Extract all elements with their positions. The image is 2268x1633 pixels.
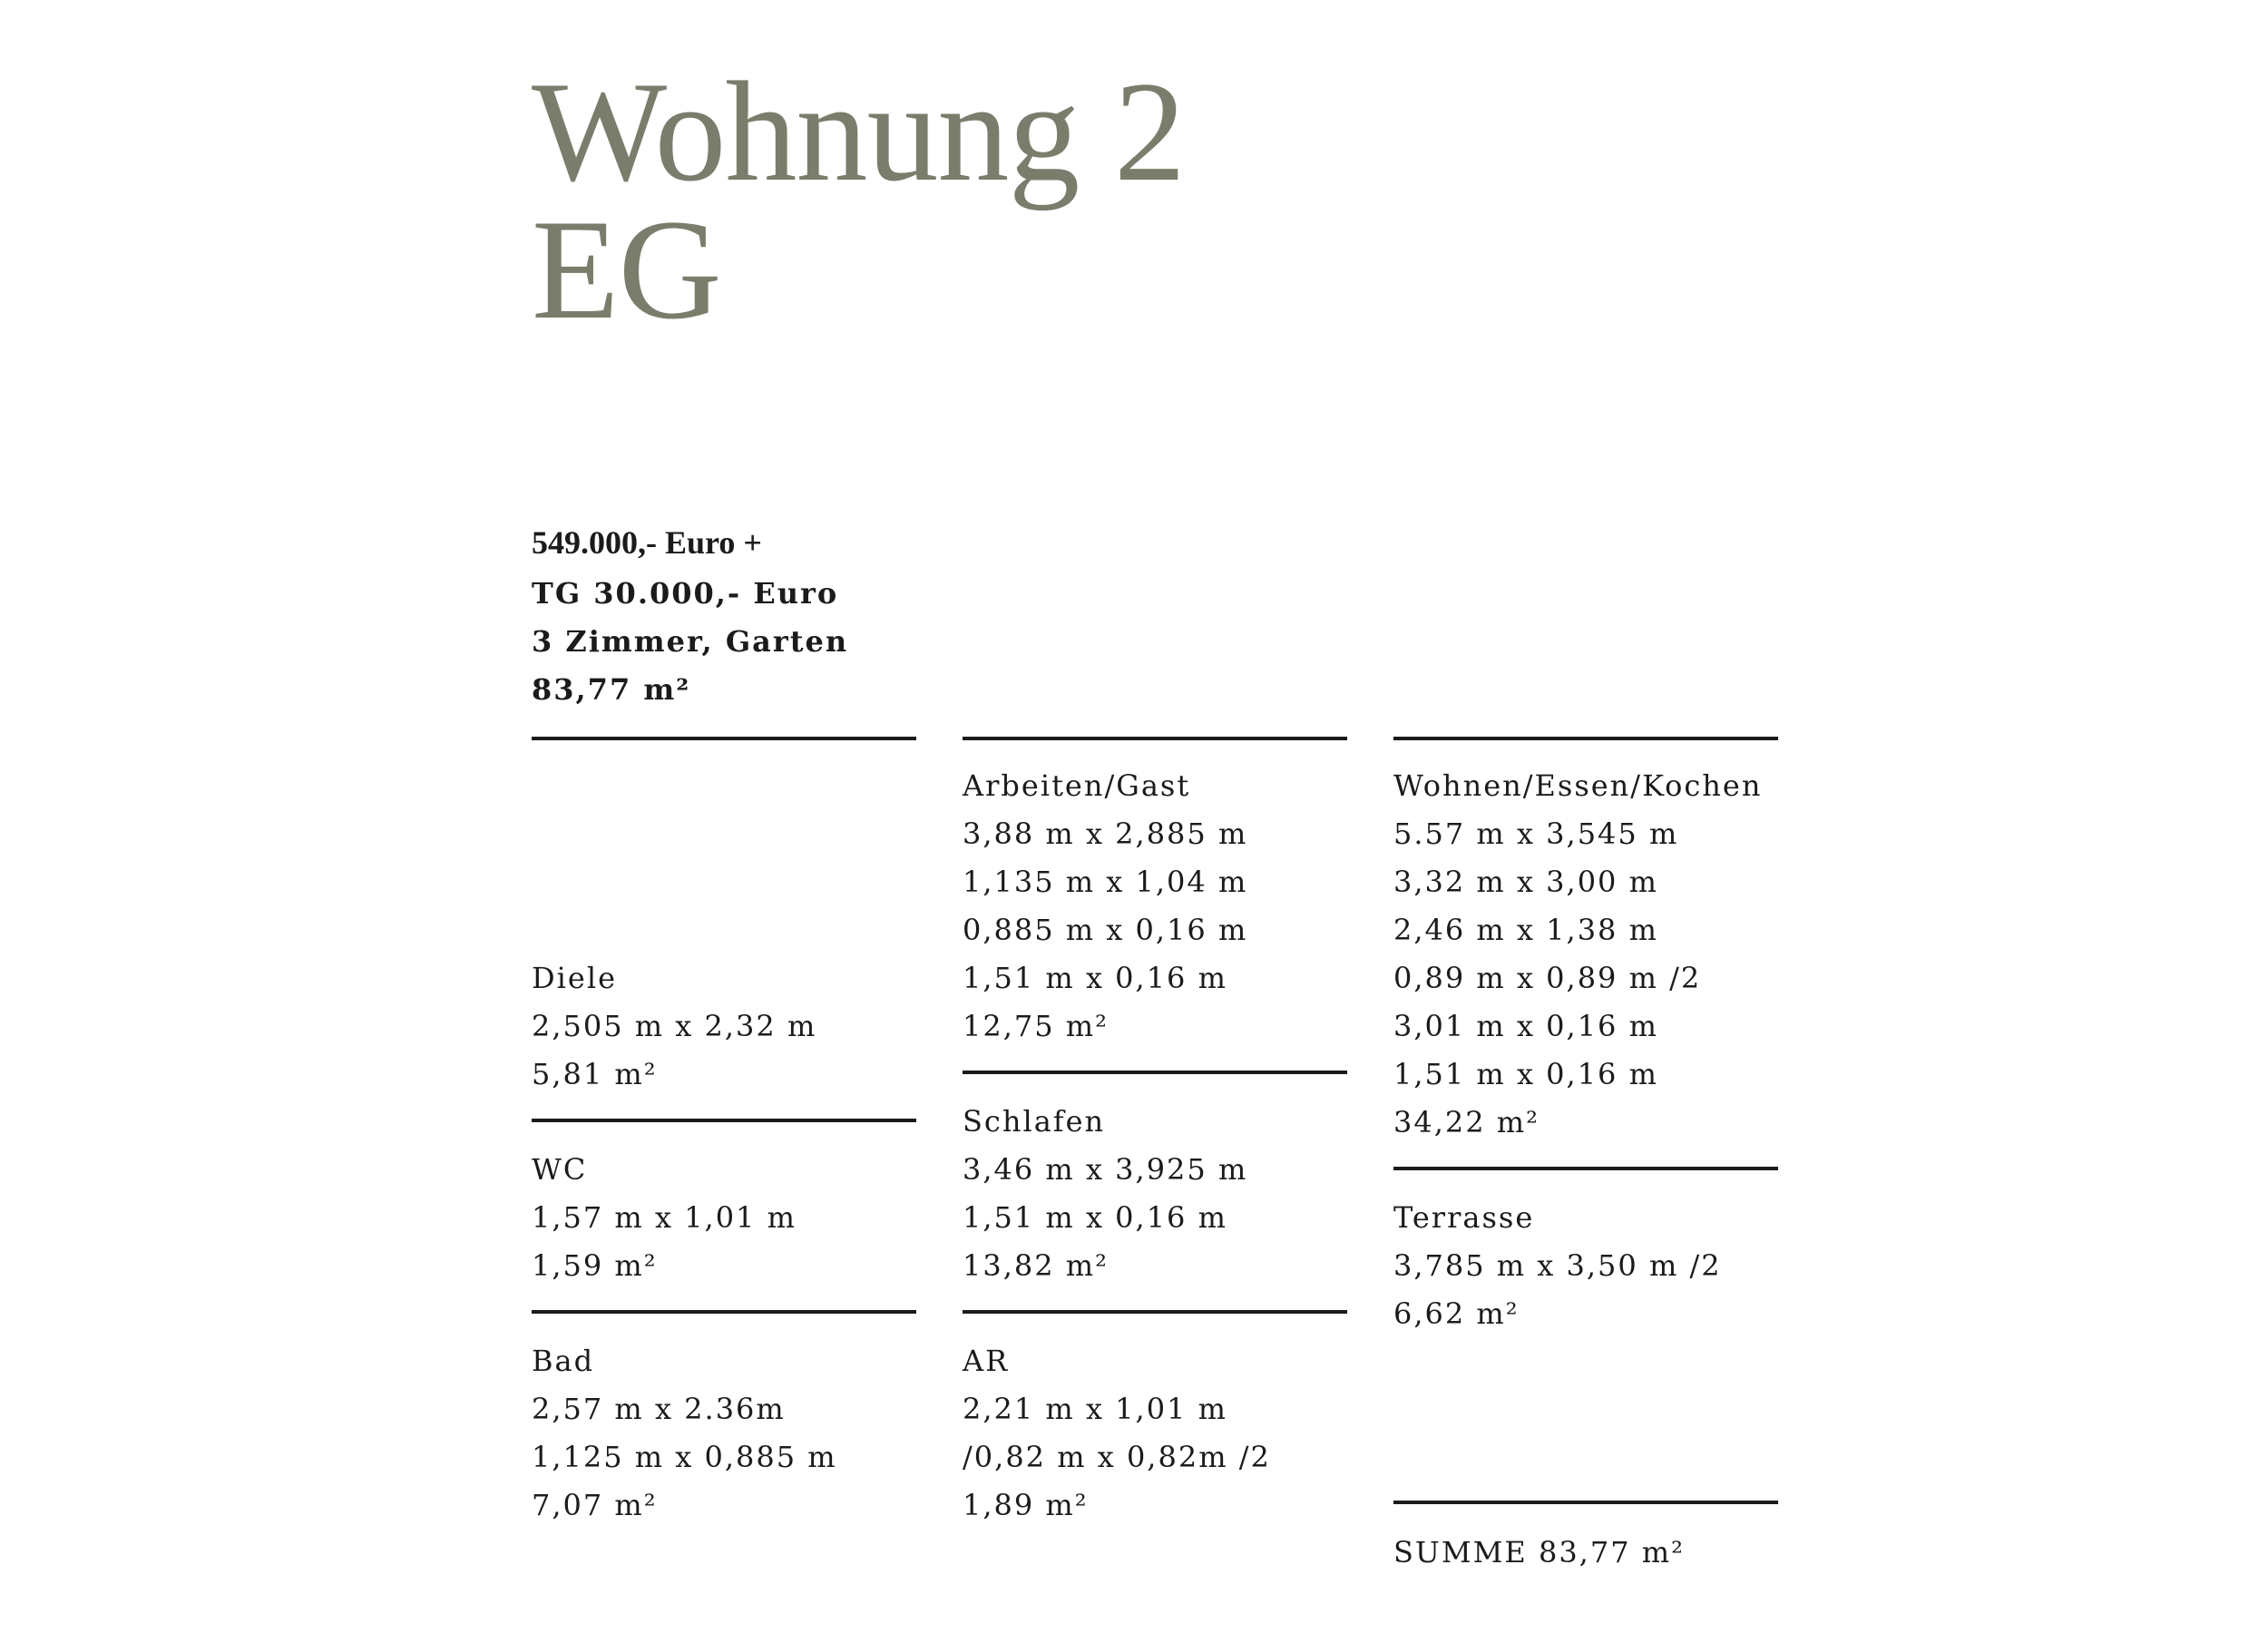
room-block [532, 1146, 931, 1290]
room-block [532, 1337, 931, 1530]
room-block [1393, 762, 1793, 1147]
price-text: 549.000,- Euro + [532, 524, 762, 561]
room-area: 6,62 m² [1393, 1296, 1520, 1331]
room-dimension: 3,32 m x 3,00 m [1393, 865, 1658, 899]
garage-price-text: TG 30.000,- Euro [532, 576, 839, 611]
room-area: 5,81 m² [532, 1057, 658, 1091]
room-block [963, 1337, 1362, 1530]
total-area-text: 83,77 m² [532, 672, 691, 707]
room-divider [532, 737, 916, 740]
room-divider [1393, 737, 1778, 740]
room-dimension: 1,57 m x 1,01 m [532, 1200, 797, 1235]
room-dimension: 3,88 m x 2,885 m [963, 816, 1248, 851]
room-dimension: /0,82 m x 0,82m /2 [963, 1440, 1271, 1474]
rooms-text: 3 Zimmer, Garten [532, 624, 849, 659]
room-name: WC [532, 1152, 588, 1187]
room-name: Arbeiten/Gast [963, 768, 1191, 803]
room-name: Wohnen/Essen/Kochen [1393, 768, 1763, 803]
room-divider [963, 1071, 1347, 1074]
room-area: 12,75 m² [963, 1009, 1109, 1043]
room-area: 1,59 m² [532, 1248, 658, 1283]
room-block [532, 954, 931, 1099]
room-divider [1393, 1167, 1778, 1170]
total-sum-text: SUMME 83,77 m² [1393, 1535, 1685, 1569]
room-name: AR [963, 1344, 1010, 1378]
room-dimension: 1,51 m x 0,16 m [1393, 1057, 1658, 1091]
room-area: 13,82 m² [963, 1248, 1109, 1283]
title-line-apartment: Wohnung 2 [532, 53, 1185, 211]
room-divider [532, 1310, 916, 1314]
room-dimension: 1,51 m x 0,16 m [963, 1200, 1227, 1235]
page-title [532, 53, 1185, 349]
room-area: 7,07 m² [532, 1488, 658, 1522]
room-block [963, 762, 1362, 1051]
title-line-floor: EG [532, 191, 721, 349]
room-area: 1,89 m² [963, 1488, 1089, 1522]
room-dimension: 0,89 m x 0,89 m /2 [1393, 961, 1702, 995]
room-dimension: 1,135 m x 1,04 m [963, 865, 1248, 899]
room-name: Diele [532, 961, 617, 995]
room-block [963, 1098, 1362, 1290]
room-dimension: 2,21 m x 1,01 m [963, 1392, 1227, 1426]
apartment-summary [532, 515, 967, 714]
room-dimension: 1,125 m x 0,885 m [532, 1440, 837, 1474]
room-dimension: 3,01 m x 0,16 m [1393, 1009, 1658, 1043]
room-dimension: 1,51 m x 0,16 m [963, 961, 1227, 995]
room-name: Bad [532, 1344, 595, 1378]
room-name: Terrasse [1393, 1200, 1535, 1235]
room-divider [963, 737, 1347, 740]
room-name: Schlafen [963, 1104, 1106, 1139]
room-dimension: 3,785 m x 3,50 m /2 [1393, 1248, 1722, 1283]
room-divider [963, 1310, 1347, 1314]
room-dimension: 5.57 m x 3,545 m [1393, 816, 1679, 851]
room-dimension: 2,46 m x 1,38 m [1393, 913, 1658, 947]
total-divider [1393, 1501, 1778, 1504]
room-dimension: 3,46 m x 3,925 m [963, 1152, 1248, 1187]
room-dimension: 2,57 m x 2.36m [532, 1392, 786, 1426]
room-block [1393, 1194, 1793, 1338]
room-divider [532, 1119, 916, 1122]
room-dimension: 0,885 m x 0,16 m [963, 913, 1248, 947]
room-dimension: 2,505 m x 2,32 m [532, 1009, 817, 1043]
room-area: 34,22 m² [1393, 1105, 1540, 1139]
